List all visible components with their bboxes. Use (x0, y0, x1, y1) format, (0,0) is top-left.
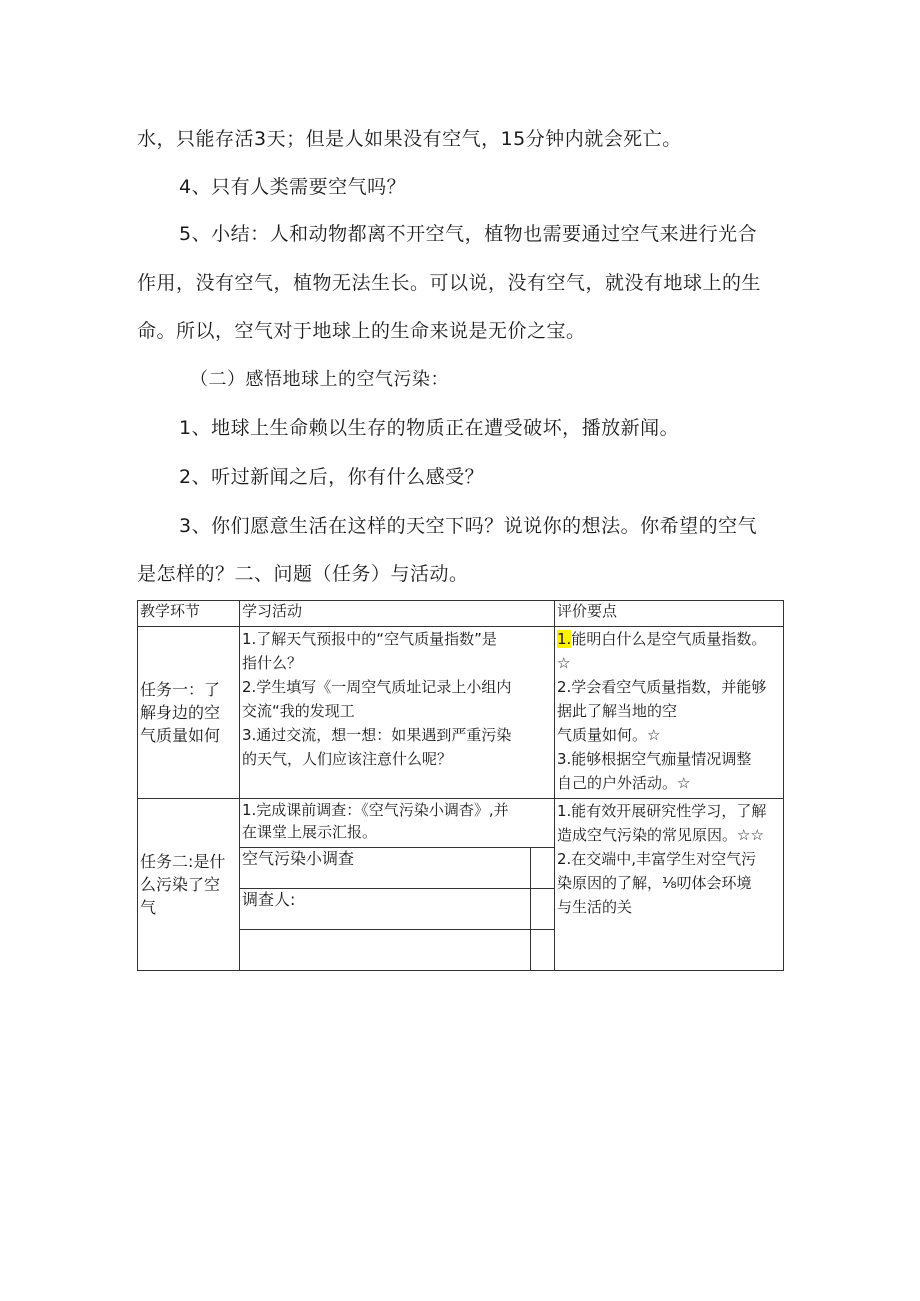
task1-evaluation: 1.能明白什么是空气质量指数。 ☆ 2.学会看空气质量指数，并能够 据此了解当地的空 气质量如何。☆ 3.能够根据空气痂量情况调整 自己的户外活动。☆ (555, 627, 784, 799)
header-evaluation: 评价要点 (555, 601, 784, 627)
table-header-row (138, 601, 784, 627)
paragraph: 3、你们愿意生活在这样的天空下吗？说说你的想法。你希望的空气 (179, 515, 758, 537)
section-heading: （二）感悟地球上的空气污染： (190, 369, 449, 390)
survey-table (240, 847, 554, 970)
survey-person: 调查人: (240, 889, 530, 930)
paragraph: 2、听过新闻之后，你有什么感受？ (179, 466, 485, 488)
task2-evaluation: 1.能有效开展研究性学习，了解 造成空气污染的常见原因。☆☆ 2.在交端中,丰富学生对空气污 染原因的了解，⅛叨体会环境 与生活的关 (555, 799, 784, 971)
survey-title: 空气污染小调查 (240, 848, 530, 889)
table-row (138, 627, 784, 799)
paragraph: 是怎样的？二、问题（任务）与活动。 (137, 563, 469, 585)
lesson-table (137, 600, 784, 971)
task1-stage: 任务一：了 解身边的空 气质量如何 (138, 627, 240, 799)
header-activity: 学习活动 (240, 601, 555, 627)
task2-activities: 1.完成课前调查：《空气污染小调杳》,并 在课堂上展示汇报。 空气污染小调查 调查人: (240, 799, 555, 971)
task1-activities: 1.了解天气预报中的“空气质量指数”是 指什么？ 2.学生填写《一周空气质址记录上小组内 交流“我的发现工 3.通过交流，想一想：如果遇到严重污染 的天气，人们应该注意什么呢？ (240, 627, 555, 799)
task2-stage: 任务二:是什 么污染了空 气 (138, 799, 240, 971)
table-row (138, 799, 784, 971)
paragraph: 水，只能存活3天；但是人如果没有空气，15分钟内就会死亡。 (137, 128, 682, 150)
paragraph: 1、地球上生命赖以生存的物质正在遭受破坏，播放新闻。 (179, 417, 680, 439)
paragraph: 5、小结：人和动物都离不开空气，植物也需要通过空气来进行光合 (179, 223, 758, 245)
paragraph: 命。所以，空气对于地球上的生命来说是无价之宝。 (137, 320, 586, 342)
paragraph: 作用，没有空气，植物无法生长。可以说，没有空气，就没有地球上的生 (137, 272, 762, 294)
header-stage: 教学环节 (138, 601, 240, 627)
paragraph: 4、只有人类需要空气吗？ (179, 176, 407, 198)
highlight-mark: 1. (557, 630, 572, 648)
